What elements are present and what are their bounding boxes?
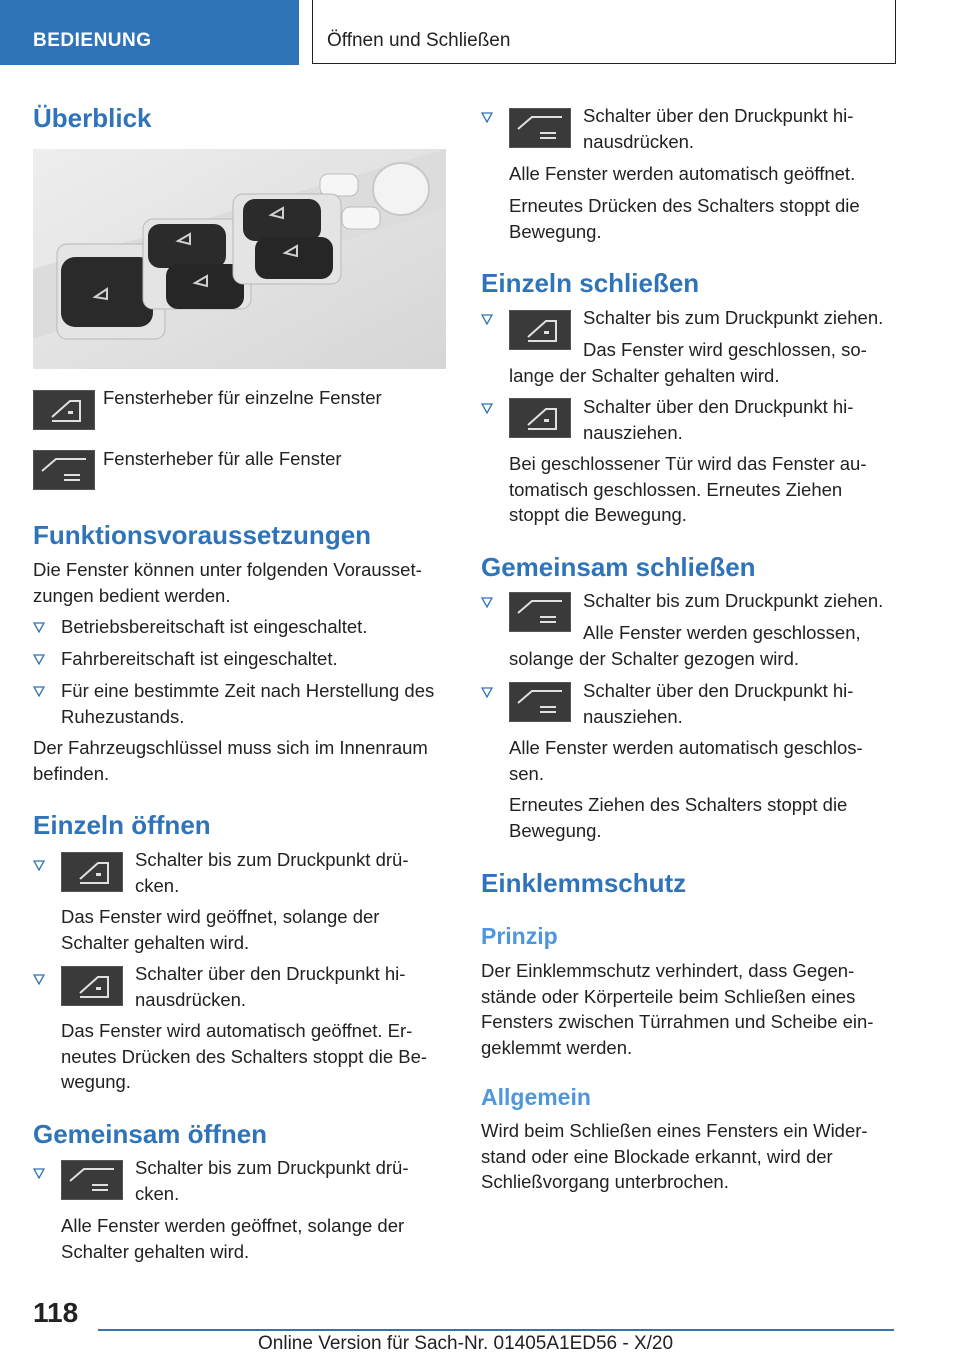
bullet-triangle-icon bbox=[33, 653, 45, 665]
legend-all-text: Fensterheber für alle Fenster bbox=[103, 448, 342, 469]
open-single-result-1: Das Fenster wird geöffnet, solange der Schalter gehalten wird. bbox=[61, 906, 380, 953]
chapter-title: Öffnen und Schließen bbox=[327, 30, 511, 51]
prereq-intro: Die Fenster können unter folgenden Vorausset- zungen bedient werden. bbox=[33, 559, 422, 606]
single-window-switch-icon bbox=[61, 966, 123, 1006]
all-windows-switch-icon bbox=[33, 450, 95, 490]
close-single-action-2: Schalter über den Druckpunkt hi- nausziehen. bbox=[583, 396, 854, 443]
bullet-triangle-icon bbox=[33, 1167, 45, 1179]
close-all-result-2: Alle Fenster werden automatisch geschlos- sen. bbox=[509, 737, 863, 784]
page-number: 118 bbox=[33, 1297, 79, 1328]
general-heading: Allgemein bbox=[481, 1084, 591, 1110]
window-switch-photo bbox=[33, 149, 446, 369]
chapter-header bbox=[312, 0, 896, 64]
close-single-action-1: Schalter bis zum Druckpunkt ziehen. bbox=[583, 307, 884, 328]
single-window-switch-icon bbox=[509, 398, 571, 438]
close-all-action-1: Schalter bis zum Druckpunkt ziehen. bbox=[583, 590, 884, 611]
bullet-triangle-icon bbox=[481, 313, 493, 325]
bullet-triangle-icon bbox=[481, 111, 493, 123]
close-single-result-1: Das Fenster wird geschlossen, so- lange der Schalter gehalten wird. bbox=[509, 339, 867, 386]
all-windows-switch-icon bbox=[61, 1160, 123, 1200]
prereq-item: Für eine bestimmte Zeit nach Herstellung des Ruhezustands. bbox=[61, 680, 435, 727]
overview-heading: Überblick bbox=[33, 103, 152, 133]
open-all-result-1: Alle Fenster werden geöffnet, solange der Schalter gehalten wird. bbox=[61, 1215, 405, 1262]
bullet-triangle-icon bbox=[481, 402, 493, 414]
principle-text: Der Einklemmschutz verhindert, dass Gegen- stände oder Körperteile beim Schließen eines Fensters zwischen Türrahmen und Scheibe ein- geklemmt werden. bbox=[481, 960, 874, 1058]
section-tab bbox=[0, 0, 299, 65]
open-single-result-2: Das Fenster wird automatisch geöffnet. Er- neutes Drücken des Schalters stoppt die Be- wegung. bbox=[61, 1020, 428, 1092]
bullet-triangle-icon bbox=[33, 621, 45, 633]
prereq-heading: Funktionsvoraussetzungen bbox=[33, 520, 372, 550]
open-single-action-2: Schalter über den Druckpunkt hi- nausdrücken. bbox=[135, 963, 406, 1010]
bullet-triangle-icon bbox=[33, 973, 45, 985]
close-single-heading: Einzeln schließen bbox=[481, 268, 700, 298]
prereq-item: Betriebsbereitschaft ist eingeschaltet. bbox=[61, 616, 368, 637]
general-text: Wird beim Schließen eines Fensters ein Wider- stand oder eine Blockade erkannt, wird der Schließvorgang unterbrochen. bbox=[481, 1120, 868, 1192]
open-all-heading: Gemeinsam öffnen bbox=[33, 1119, 268, 1149]
bullet-triangle-icon bbox=[481, 686, 493, 698]
footer-rule bbox=[98, 1329, 894, 1331]
open-all-result-2a: Alle Fenster werden automatisch geöffnet. bbox=[509, 163, 856, 184]
close-all-action-2: Schalter über den Druckpunkt hi- nausziehen. bbox=[583, 680, 854, 727]
all-windows-switch-icon bbox=[509, 108, 571, 148]
section-label: BEDIENUNG bbox=[33, 30, 152, 51]
open-all-action-1: Schalter bis zum Druckpunkt drü- cken. bbox=[135, 1157, 409, 1204]
open-all-result-2b: Erneutes Drücken des Schalters stoppt die Bewegung. bbox=[509, 195, 860, 242]
principle-heading: Prinzip bbox=[481, 923, 558, 949]
footer-version-text: Online Version für Sach-Nr. 01405A1ED56 - X/20 bbox=[258, 1333, 674, 1354]
close-all-heading: Gemeinsam schließen bbox=[481, 552, 756, 582]
prereq-outro: Der Fahrzeugschlüssel muss sich im Innenraum befinden. bbox=[33, 737, 428, 784]
open-all-action-2: Schalter über den Druckpunkt hi- nausdrücken. bbox=[583, 105, 854, 152]
bullet-triangle-icon bbox=[33, 685, 45, 697]
open-single-heading: Einzeln öffnen bbox=[33, 810, 211, 840]
close-all-result-1: Alle Fenster werden geschlossen, solange der Schalter gezogen wird. bbox=[509, 622, 861, 669]
all-windows-switch-icon bbox=[509, 682, 571, 722]
close-single-result-2: Bei geschlossener Tür wird das Fenster au- tomatisch geschlossen. Erneutes Ziehen stoppt die Bewegung. bbox=[509, 453, 867, 525]
legend-single-text: Fensterheber für einzelne Fenster bbox=[103, 387, 382, 408]
single-window-switch-icon bbox=[61, 852, 123, 892]
close-all-result-2b: Erneutes Ziehen des Schalters stoppt die Bewegung. bbox=[509, 794, 848, 841]
bullet-triangle-icon bbox=[481, 596, 493, 608]
bullet-triangle-icon bbox=[33, 859, 45, 871]
prereq-item: Fahrbereitschaft ist eingeschaltet. bbox=[61, 648, 338, 669]
pinch-protection-heading: Einklemmschutz bbox=[481, 868, 687, 898]
open-single-action-1: Schalter bis zum Druckpunkt drü- cken. bbox=[135, 849, 409, 896]
single-window-switch-icon bbox=[33, 390, 95, 430]
